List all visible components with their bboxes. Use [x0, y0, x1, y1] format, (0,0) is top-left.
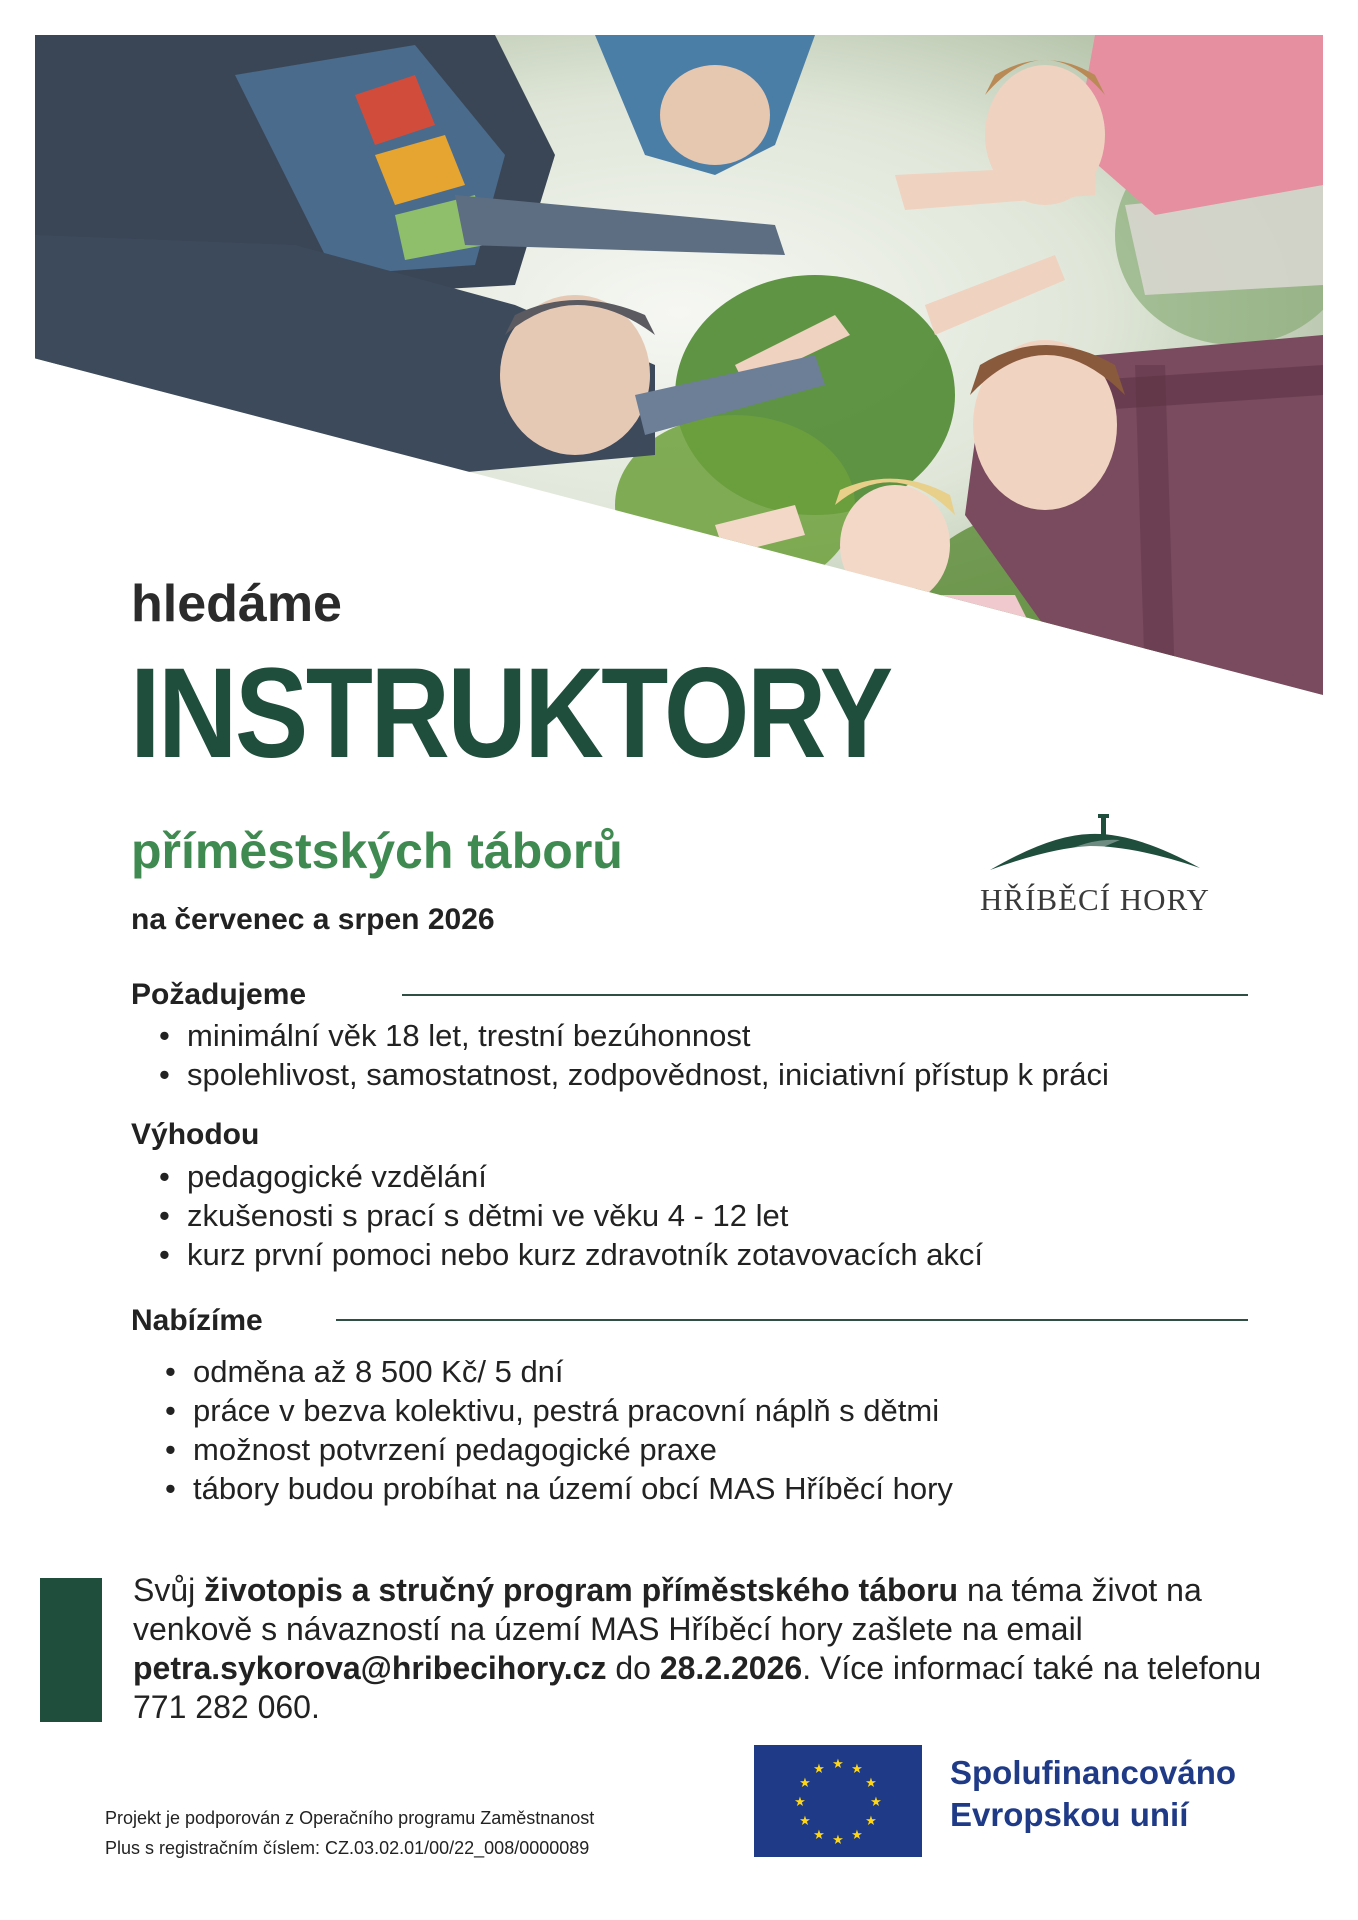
svg-text:★: ★	[832, 1833, 844, 1848]
list-item: • pedagogické vzdělání	[157, 1157, 983, 1196]
headline: INSTRUKTORY	[130, 642, 891, 785]
project-footnote	[105, 1803, 594, 1863]
list-item: • práce v bezva kolektivu, pestrá pracovní náplň s dětmi	[163, 1391, 953, 1430]
contact-email[interactable]: petra.sykorova@hribecihory.cz	[133, 1650, 607, 1686]
section-rule	[402, 994, 1248, 996]
mountain-icon	[960, 810, 1230, 880]
cta-text: Svůj	[133, 1572, 205, 1608]
list-item: • minimální věk 18 let, trestní bezúhonnost	[157, 1016, 1109, 1055]
cta-emphasis: životopis a stručný program příměstského táboru	[204, 1572, 959, 1608]
eu-text-line: Evropskou unií	[950, 1796, 1189, 1833]
svg-text:★: ★	[813, 1828, 825, 1843]
cta-text: do	[606, 1650, 660, 1686]
svg-text:★: ★	[865, 1814, 877, 1829]
svg-text:★: ★	[813, 1762, 825, 1777]
section-title-requirements: Požadujeme	[131, 978, 307, 1011]
svg-text:★: ★	[865, 1776, 877, 1791]
svg-text:★: ★	[851, 1762, 863, 1777]
eu-flag-icon	[754, 1745, 922, 1857]
section-rule	[336, 1319, 1248, 1321]
hribeci-hory-logo	[960, 810, 1230, 920]
advantage-list	[157, 1157, 983, 1274]
footnote-line: Projekt je podporován z Operačního programu Zaměstnanost	[105, 1808, 595, 1828]
svg-text:★: ★	[799, 1776, 811, 1791]
eu-stars-icon	[754, 1745, 922, 1857]
eu-cofinancing-text	[950, 1752, 1236, 1836]
accent-bar	[40, 1578, 102, 1722]
section-title-advantage: Výhodou	[131, 1118, 260, 1151]
section-title-offer: Nabízíme	[131, 1304, 263, 1337]
list-item: • zkušenosti s prací s dětmi ve věku 4 - 12 let	[157, 1196, 983, 1235]
eu-text-line: Spolufinancováno	[950, 1754, 1237, 1791]
list-item: • spolehlivost, samostatnost, zodpovědnost, iniciativní přístup k práci	[157, 1055, 1109, 1094]
svg-text:★: ★	[794, 1795, 806, 1810]
svg-text:★: ★	[851, 1828, 863, 1843]
list-item: • možnost potvrzení pedagogické praxe	[163, 1430, 953, 1469]
logo-text: HŘÍBĚCÍ HORY	[980, 882, 1210, 917]
intro-text: hledáme	[131, 575, 342, 633]
svg-text:★: ★	[799, 1814, 811, 1829]
offer-list	[163, 1352, 953, 1508]
footnote-line: Plus s registračním číslem: CZ.03.02.01/00/22_008/0000089	[105, 1838, 590, 1858]
list-item: • kurz první pomoci nebo kurz zdravotník zotavovacích akcí	[157, 1235, 983, 1274]
cta-text: . Více informací také na telefonu 771 282 060.	[133, 1650, 1262, 1725]
deadline-date: 28.2.2026	[659, 1650, 803, 1686]
list-item: • odměna až 8 500 Kč/ 5 dní	[163, 1352, 953, 1391]
cta-text: na téma život na venkově s návazností na území MAS Hříběcí hory zašlete na email	[133, 1572, 1202, 1647]
svg-text:★: ★	[832, 1757, 844, 1772]
subheadline: příměstských táborů	[131, 823, 623, 879]
requirements-list	[157, 1016, 1109, 1094]
list-item: • tábory budou probíhat na území obcí MAS Hříběcí hory	[163, 1469, 953, 1508]
period-text: na červenec a srpen 2026	[131, 903, 495, 936]
svg-text:★: ★	[870, 1795, 882, 1810]
application-instructions	[133, 1571, 1293, 1727]
